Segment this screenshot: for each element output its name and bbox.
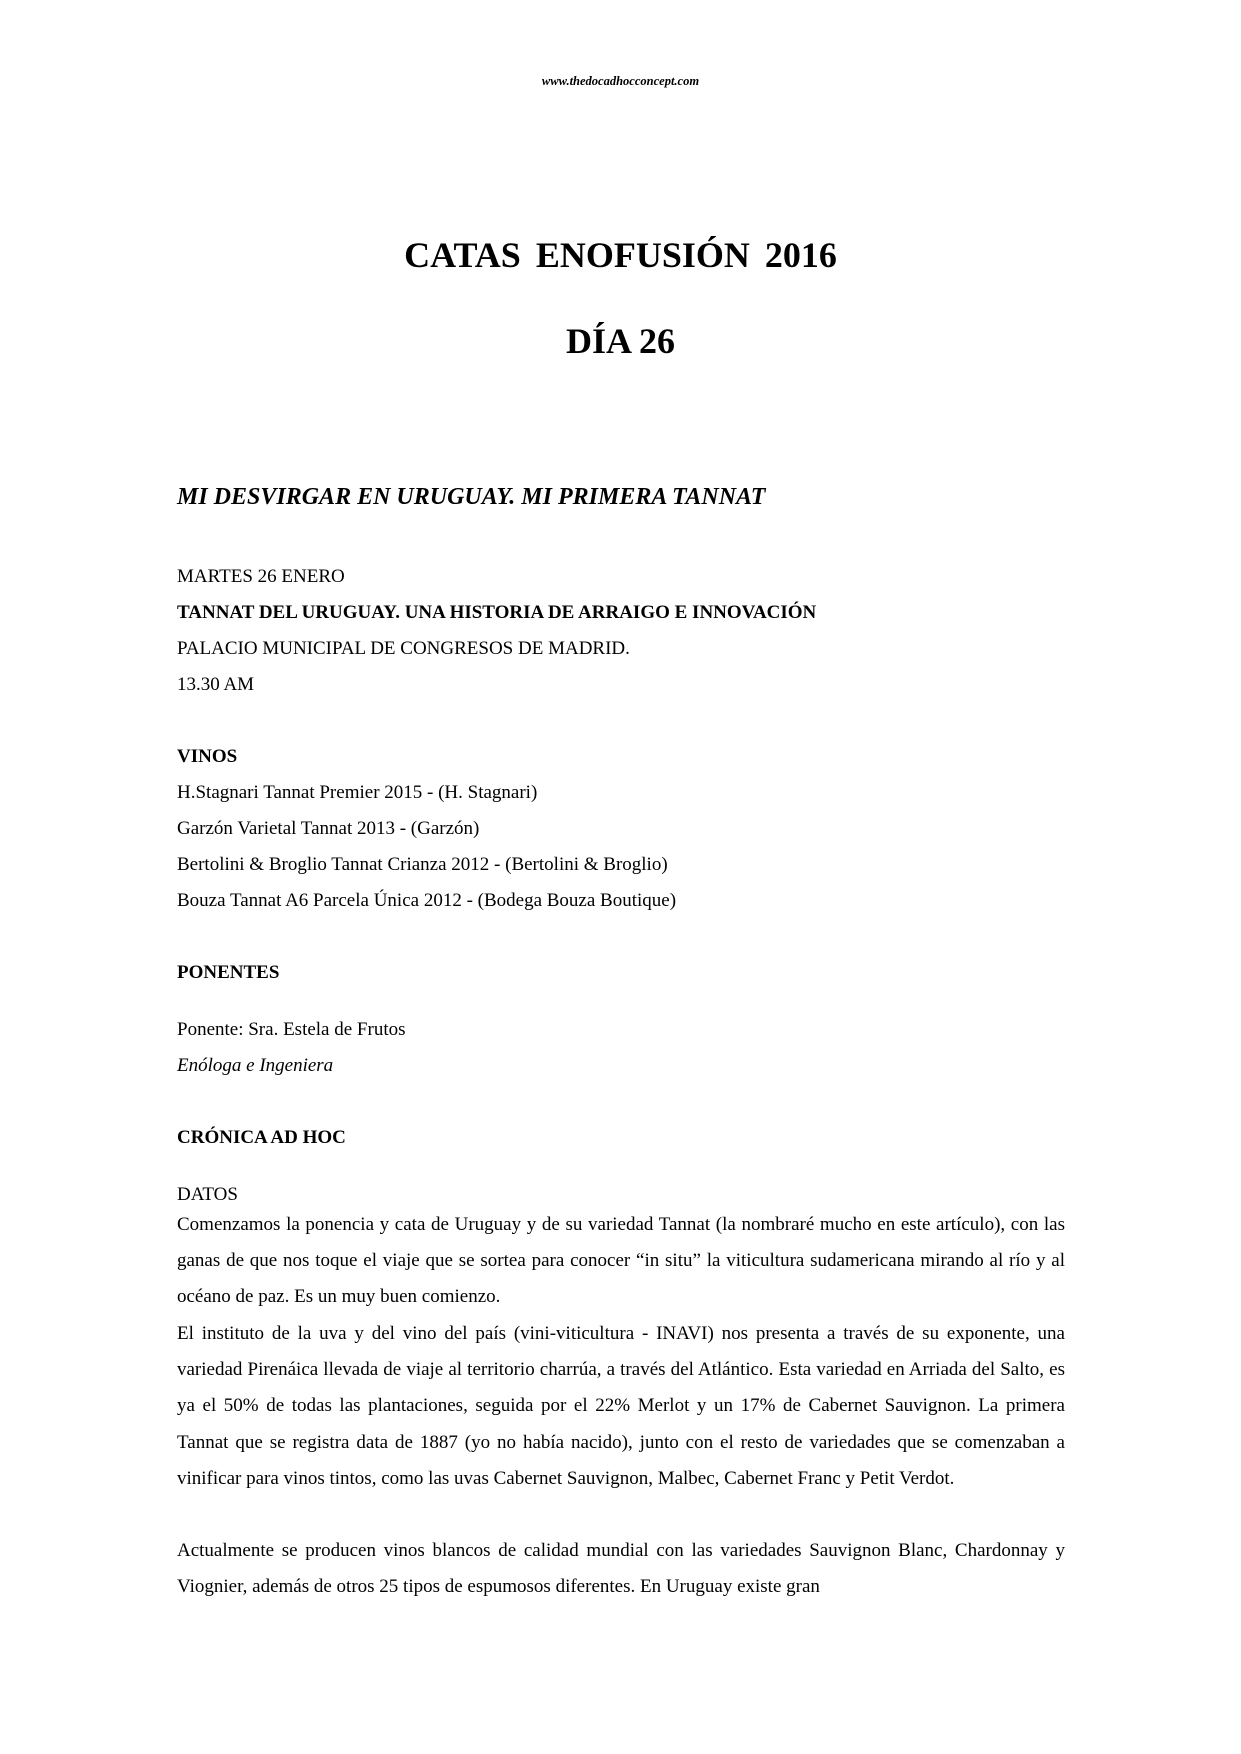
- wine-item: Bouza Tannat A6 Parcela Única 2012 - (Bodega Bouza Boutique): [177, 890, 677, 911]
- body-paragraph-3: Actualmente se producen vinos blancos de calidad mundial con las variedades Sauvignon Blanc, Chardonnay y Viognier, además de otros 25 tipos de espumosos diferentes. En Uruguay existe gran: [177, 1540, 1065, 1598]
- speaker-role: Enóloga e Ingeniera: [177, 1055, 334, 1076]
- wine-item: H.Stagnari Tannat Premier 2015 - (H. Stagnari): [177, 782, 538, 803]
- speaker-name: Ponente: Sra. Estela de Frutos: [177, 1019, 406, 1040]
- datos-label: DATOS: [177, 1184, 238, 1205]
- event-date: MARTES 26 ENERO: [177, 566, 345, 587]
- cronica-heading: CRÓNICA AD HOC: [177, 1127, 346, 1148]
- body-paragraph-2: El instituto de la uva y del vino del país (vini-viticultura - INAVI) nos presenta a través de su exponente, una variedad Pirenáica llevada de viaje al territorio charrúa, a través del Atlántico. Esta variedad en Arriada del Salto, es ya el 50% de todas las plantaciones, seguida por el 22% Merlot y un 17% de Cabernet Sauvignon. La primera Tannat que se registra data de 1887 (yo no había nacido), junto con el resto de variedades que se comenzaban a vinificar para vinos tintos, como las uvas Cabernet Sauvignon, Malbec, Cabernet Franc y Petit Verdot.: [177, 1323, 1065, 1489]
- vinos-heading: VINOS: [177, 746, 238, 767]
- page-title: CATAS ENOFUSIÓN 2016: [404, 235, 837, 275]
- body-paragraph-1: Comenzamos la ponencia y cata de Uruguay y de su variedad Tannat (la nombraré mucho en este artículo), con las ganas de que nos toque el viaje que se sortea para conocer “in situ” la viticultura sudamericana mirando al río y al océano de paz. Es un muy buen comienzo.: [177, 1214, 1065, 1308]
- wine-item: Garzón Varietal Tannat 2013 - (Garzón): [177, 818, 480, 839]
- event-name: TANNAT DEL URUGUAY. UNA HISTORIA DE ARRAIGO E INNOVACIÓN: [177, 602, 817, 623]
- header-url: www.thedocadhocconcept.com: [541, 74, 700, 88]
- event-venue: PALACIO MUNICIPAL DE CONGRESOS DE MADRID.: [177, 638, 630, 659]
- wine-item: Bertolini & Broglio Tannat Crianza 2012 - (Bertolini & Broglio): [177, 854, 668, 875]
- article-subtitle: MI DESVIRGAR EN URUGUAY. MI PRIMERA TANNAT: [177, 484, 766, 510]
- page-subtitle-day: DÍA 26: [565, 321, 676, 361]
- ponentes-heading: PONENTES: [177, 962, 280, 983]
- event-time: 13.30 AM: [177, 674, 255, 695]
